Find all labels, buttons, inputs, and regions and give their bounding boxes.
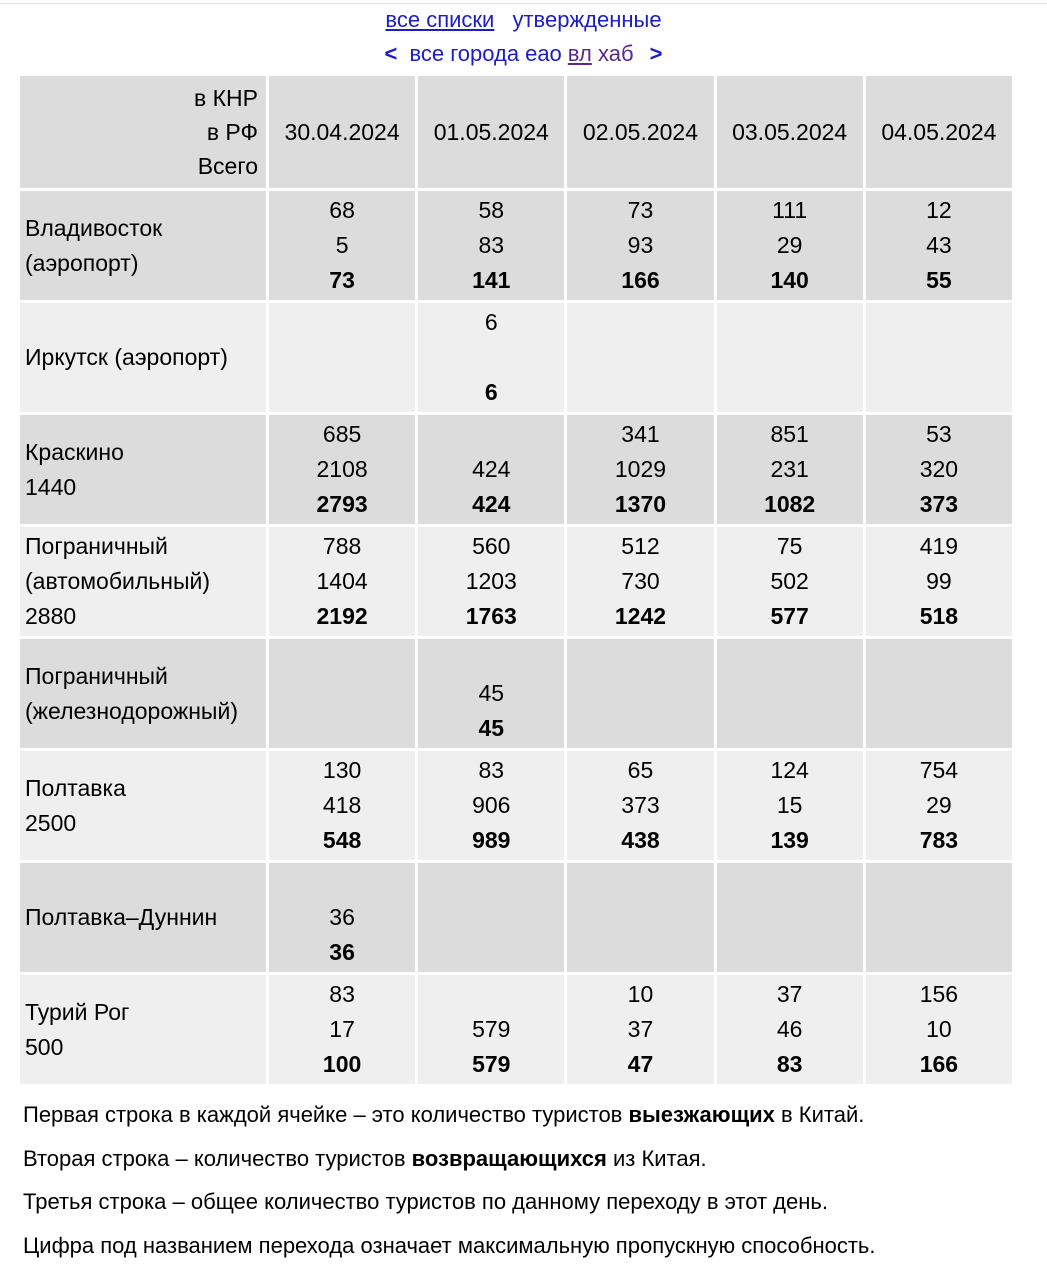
- outbound-count-line: [866, 529, 1012, 564]
- total-count: 47: [627, 1051, 654, 1077]
- total-count-line: [418, 823, 564, 858]
- count-cell: [866, 415, 1012, 524]
- return-count-line: [717, 564, 863, 599]
- return-count-line: [418, 228, 564, 263]
- total-count: 55: [926, 267, 952, 293]
- total-count: 166: [621, 267, 660, 293]
- note-line: [23, 1093, 1033, 1137]
- count-cell: [866, 303, 1012, 412]
- outbound-count: 83: [329, 981, 355, 1007]
- total-count-line: [717, 1047, 863, 1082]
- total-count: 1242: [614, 603, 667, 629]
- outbound-count: 111: [772, 197, 808, 223]
- total-count: 989: [472, 827, 511, 853]
- outbound-count: 754: [919, 757, 959, 783]
- outbound-count-line: [717, 193, 863, 228]
- total-count: 1763: [465, 603, 517, 629]
- region-nav: [0, 40, 1047, 68]
- count-cell: [717, 415, 863, 524]
- table-header-row: [20, 76, 1012, 188]
- table-row: [20, 863, 1012, 972]
- outbound-count: 685: [322, 421, 362, 447]
- table-row: [20, 975, 1012, 1084]
- total-count: 2192: [316, 603, 368, 629]
- note-line: [23, 1180, 1033, 1224]
- region-hab-link[interactable]: хаб: [597, 41, 634, 66]
- crossing-name-line: (аэропорт): [25, 249, 139, 276]
- legend-to-russia: в РФ: [206, 119, 258, 145]
- return-count-line: [866, 788, 1012, 823]
- count-cell: [567, 303, 713, 412]
- outbound-count-line: [717, 417, 863, 452]
- count-cell: [717, 527, 863, 636]
- count-cell: [269, 863, 415, 972]
- return-count-line: [269, 900, 415, 935]
- return-count: 5: [335, 232, 349, 258]
- approved-link[interactable]: утвержденные: [512, 7, 662, 32]
- count-cell: [269, 639, 415, 748]
- header-legend: [20, 76, 266, 188]
- total-count-line: [866, 263, 1012, 298]
- crossing-name: [20, 639, 266, 748]
- outbound-count-line: [866, 753, 1012, 788]
- return-count: 1203: [465, 568, 517, 594]
- total-count-line: [866, 599, 1012, 634]
- crossing-name: [20, 303, 266, 412]
- count-cell: [269, 975, 415, 1084]
- total-count-line: [866, 487, 1012, 522]
- outbound-count-line: [418, 417, 564, 452]
- total-count: 783: [919, 827, 959, 853]
- note-bold: выезжающих: [628, 1102, 775, 1127]
- total-count: 6: [484, 379, 498, 405]
- total-count-line: [717, 263, 863, 298]
- count-cell: [567, 975, 713, 1084]
- outbound-count-line: [269, 417, 415, 452]
- count-cell: [567, 863, 713, 972]
- count-cell: [269, 527, 415, 636]
- outbound-count: 73: [627, 197, 654, 223]
- outbound-count-line: [567, 193, 713, 228]
- outbound-count: 53: [926, 421, 952, 447]
- return-count: 93: [627, 232, 654, 258]
- table-row: [20, 639, 1012, 748]
- return-count: 418: [322, 792, 362, 818]
- total-count-line: [567, 823, 713, 858]
- return-count-line: [567, 1012, 713, 1047]
- outbound-count: 12: [926, 197, 952, 223]
- crossing-name-line: 2500: [25, 809, 77, 836]
- outbound-count: 65: [627, 757, 654, 783]
- crossing-name: [20, 191, 266, 300]
- count-cell: [866, 191, 1012, 300]
- total-count-line: [269, 1047, 415, 1082]
- outbound-count: 10: [627, 981, 654, 1007]
- count-cell: [418, 639, 564, 748]
- next-arrow-link[interactable]: >: [649, 41, 663, 66]
- outbound-count-line: [567, 417, 713, 452]
- note-line: [23, 1224, 1033, 1268]
- date-header: 01.05.2024: [418, 76, 564, 188]
- outbound-count: 341: [621, 421, 660, 447]
- count-cell: [717, 863, 863, 972]
- all-cities-link[interactable]: все города: [409, 41, 520, 66]
- total-count: 166: [919, 1051, 959, 1077]
- outbound-count: 788: [322, 533, 362, 559]
- count-cell: [418, 415, 564, 524]
- return-count-line: [567, 452, 713, 487]
- crossing-name-line: (железнодорожный): [25, 697, 238, 724]
- total-count: 579: [472, 1051, 511, 1077]
- return-count-line: [418, 1012, 564, 1047]
- total-count: 140: [770, 267, 809, 293]
- return-count: 579: [472, 1016, 511, 1042]
- total-count-line: [567, 599, 713, 634]
- crossing-name-line: Краскино: [25, 438, 124, 465]
- total-count-line: [567, 1047, 713, 1082]
- count-cell: [717, 639, 863, 748]
- count-cell: [269, 303, 415, 412]
- crossing-name-line: Иркутск (аэропорт): [25, 344, 228, 370]
- outbound-count-line: [567, 529, 713, 564]
- total-count-line: [269, 935, 415, 970]
- total-count-line: [418, 263, 564, 298]
- crossing-name-line: Пограничный: [25, 533, 168, 559]
- count-cell: [418, 863, 564, 972]
- note-line: [23, 1137, 1033, 1181]
- outbound-count-line: [418, 529, 564, 564]
- crossing-name-line: 1440: [25, 473, 77, 500]
- return-count: 906: [472, 792, 511, 818]
- outbound-count: 512: [621, 533, 660, 559]
- total-count-line: [717, 599, 863, 634]
- crossing-name: [20, 863, 266, 972]
- crossing-name-line: Пограничный: [25, 662, 168, 689]
- count-cell: [866, 527, 1012, 636]
- return-count: 231: [770, 456, 809, 482]
- outbound-count: 124: [770, 757, 809, 783]
- note-text: из Китая.: [606, 1145, 707, 1171]
- return-count-line: [418, 340, 564, 375]
- outbound-count-line: [866, 977, 1012, 1012]
- outbound-count-line: [567, 977, 713, 1012]
- date-header: 04.05.2024: [866, 76, 1012, 188]
- total-count-line: [866, 823, 1012, 858]
- count-cell: [567, 191, 713, 300]
- total-count: 100: [322, 1051, 362, 1077]
- crossing-name: [20, 975, 266, 1084]
- note-text: Цифра под названием перехода означает максимальную пропускную способность.: [23, 1232, 876, 1258]
- return-count: 29: [776, 232, 803, 258]
- return-count-line: [269, 788, 415, 823]
- count-cell: [418, 975, 564, 1084]
- return-count-line: [567, 788, 713, 823]
- return-count-line: [717, 228, 863, 263]
- outbound-count: 419: [919, 533, 959, 559]
- count-cell: [269, 415, 415, 524]
- total-count-line: [269, 487, 415, 522]
- outbound-count: 560: [472, 533, 511, 559]
- return-count: 83: [478, 232, 505, 258]
- total-count: 2793: [316, 491, 368, 517]
- outbound-count-line: [418, 305, 564, 340]
- total-count: 139: [770, 827, 809, 853]
- total-count: 45: [478, 715, 505, 741]
- outbound-count: 6: [484, 309, 498, 335]
- count-cell: [567, 751, 713, 860]
- outbound-count: 130: [322, 757, 362, 783]
- return-count: 29: [926, 792, 952, 818]
- total-count-line: [418, 375, 564, 410]
- return-count-line: [269, 228, 415, 263]
- table-row: [20, 527, 1012, 636]
- total-count: 1370: [614, 491, 667, 517]
- crossing-name-line: Полтавка–Дуннин: [25, 904, 218, 930]
- count-cell: [866, 863, 1012, 972]
- note-text: Третья строка – общее количество туристов по данному переходу в этот день.: [23, 1189, 828, 1214]
- return-count-line: [269, 564, 415, 599]
- count-cell: [717, 975, 863, 1084]
- crossing-name-line: Турий Рог: [25, 998, 130, 1025]
- return-count: 36: [329, 904, 355, 930]
- table-row: [20, 415, 1012, 524]
- outbound-count: 68: [329, 197, 355, 223]
- note-text: в Китай.: [774, 1102, 865, 1127]
- return-count-line: [418, 676, 564, 711]
- outbound-count: 75: [776, 533, 803, 559]
- return-count-line: [269, 452, 415, 487]
- table-row: [20, 751, 1012, 860]
- prev-arrow-link[interactable]: <: [384, 41, 398, 66]
- count-cell: [866, 639, 1012, 748]
- count-cell: [866, 975, 1012, 1084]
- return-count: 46: [776, 1016, 803, 1042]
- total-count: 141: [472, 267, 511, 293]
- return-count-line: [866, 228, 1012, 263]
- date-header: 02.05.2024: [567, 76, 713, 188]
- count-cell: [269, 191, 415, 300]
- count-cell: [717, 303, 863, 412]
- outbound-count: 37: [776, 981, 803, 1007]
- note-text: Вторая строка – количество туристов: [23, 1145, 412, 1171]
- count-cell: [866, 751, 1012, 860]
- outbound-count-line: [269, 753, 415, 788]
- total-count-line: [866, 1047, 1012, 1082]
- total-count: 83: [776, 1051, 803, 1077]
- top-divider: [0, 3, 1047, 4]
- list-nav: [0, 6, 1047, 34]
- tourist-table: [17, 73, 1015, 1087]
- outbound-count-line: [269, 529, 415, 564]
- return-count: 502: [770, 568, 809, 594]
- all-lists-link[interactable]: все списки: [385, 7, 495, 32]
- return-count-line: [866, 452, 1012, 487]
- total-count: 438: [621, 827, 660, 853]
- outbound-count-line: [567, 753, 713, 788]
- return-count: 45: [478, 680, 505, 706]
- total-count-line: [717, 823, 863, 858]
- total-count: 73: [329, 267, 355, 293]
- outbound-count-line: [269, 977, 415, 1012]
- crossing-name-line: 2880: [25, 603, 77, 629]
- count-cell: [717, 191, 863, 300]
- return-count-line: [418, 564, 564, 599]
- return-count-line: [717, 1012, 863, 1047]
- total-count-line: [269, 263, 415, 298]
- outbound-count-line: [269, 193, 415, 228]
- total-count: 424: [472, 491, 511, 517]
- count-cell: [418, 303, 564, 412]
- crossing-name-line: 500: [25, 1033, 64, 1060]
- return-count-line: [567, 564, 713, 599]
- outbound-count-line: [866, 193, 1012, 228]
- total-count-line: [269, 823, 415, 858]
- total-count-line: [418, 599, 564, 634]
- return-count: 2108: [316, 456, 368, 482]
- return-count: 37: [627, 1016, 654, 1042]
- total-count: 1082: [764, 491, 816, 517]
- outbound-count-line: [866, 417, 1012, 452]
- count-cell: [717, 751, 863, 860]
- total-count-line: [418, 487, 564, 522]
- count-cell: [567, 527, 713, 636]
- total-count-line: [269, 599, 415, 634]
- total-count: 548: [322, 827, 362, 853]
- total-count-line: [567, 263, 713, 298]
- outbound-count: 83: [478, 757, 505, 783]
- total-count-line: [418, 1047, 564, 1082]
- note-text: Первая строка в каждой ячейке – это количество туристов: [23, 1102, 629, 1127]
- date-header: 03.05.2024: [717, 76, 863, 188]
- outbound-count-line: [418, 753, 564, 788]
- return-count: 43: [926, 232, 952, 258]
- total-count: 577: [770, 603, 809, 629]
- return-count: 730: [621, 568, 660, 594]
- legend-total: Всего: [197, 153, 258, 179]
- table-row: [20, 303, 1012, 412]
- note-bold: возвращающихся: [411, 1145, 607, 1171]
- legend-notes: [23, 1093, 1033, 1267]
- return-count-line: [717, 452, 863, 487]
- return-count: 17: [329, 1016, 355, 1042]
- table-row: [20, 191, 1012, 300]
- return-count-line: [418, 452, 564, 487]
- count-cell: [418, 191, 564, 300]
- return-count-line: [866, 564, 1012, 599]
- outbound-count-line: [269, 865, 415, 900]
- crossing-name-line: Полтавка: [25, 774, 126, 801]
- outbound-count-line: [717, 753, 863, 788]
- return-count: 1029: [614, 456, 667, 482]
- return-count: 373: [621, 792, 660, 818]
- outbound-count-line: [418, 977, 564, 1012]
- return-count-line: [717, 788, 863, 823]
- return-count: 15: [776, 792, 803, 818]
- total-count: 518: [919, 603, 959, 629]
- total-count: 36: [329, 939, 355, 965]
- outbound-count-line: [418, 641, 564, 676]
- total-count: 373: [919, 491, 959, 517]
- crossing-name: [20, 415, 266, 524]
- date-header: 30.04.2024: [269, 76, 415, 188]
- count-cell: [418, 751, 564, 860]
- outbound-count: 58: [478, 197, 505, 223]
- return-count: 320: [919, 456, 959, 482]
- crossing-name-line: Владивосток: [25, 214, 163, 241]
- region-vl-link[interactable]: вл: [567, 41, 592, 66]
- region-eao-link[interactable]: еао: [525, 41, 562, 66]
- total-count-line: [567, 487, 713, 522]
- return-count: 1404: [316, 568, 368, 594]
- return-count-line: [567, 228, 713, 263]
- return-count: 10: [926, 1016, 952, 1042]
- return-count-line: [418, 788, 564, 823]
- outbound-count: 156: [919, 981, 959, 1007]
- outbound-count-line: [717, 977, 863, 1012]
- count-cell: [567, 415, 713, 524]
- total-count-line: [418, 711, 564, 746]
- outbound-count-line: [717, 529, 863, 564]
- legend-to-china: в КНР: [194, 85, 258, 111]
- count-cell: [269, 751, 415, 860]
- return-count: 424: [472, 456, 511, 482]
- return-count-line: [866, 1012, 1012, 1047]
- crossing-name: [20, 751, 266, 860]
- crossing-name: [20, 527, 266, 636]
- count-cell: [418, 527, 564, 636]
- total-count-line: [717, 487, 863, 522]
- crossing-name-line: (автомобильный): [25, 568, 210, 594]
- outbound-count: 851: [770, 421, 809, 447]
- return-count: 99: [926, 568, 952, 594]
- return-count-line: [269, 1012, 415, 1047]
- count-cell: [567, 639, 713, 748]
- outbound-count-line: [418, 193, 564, 228]
